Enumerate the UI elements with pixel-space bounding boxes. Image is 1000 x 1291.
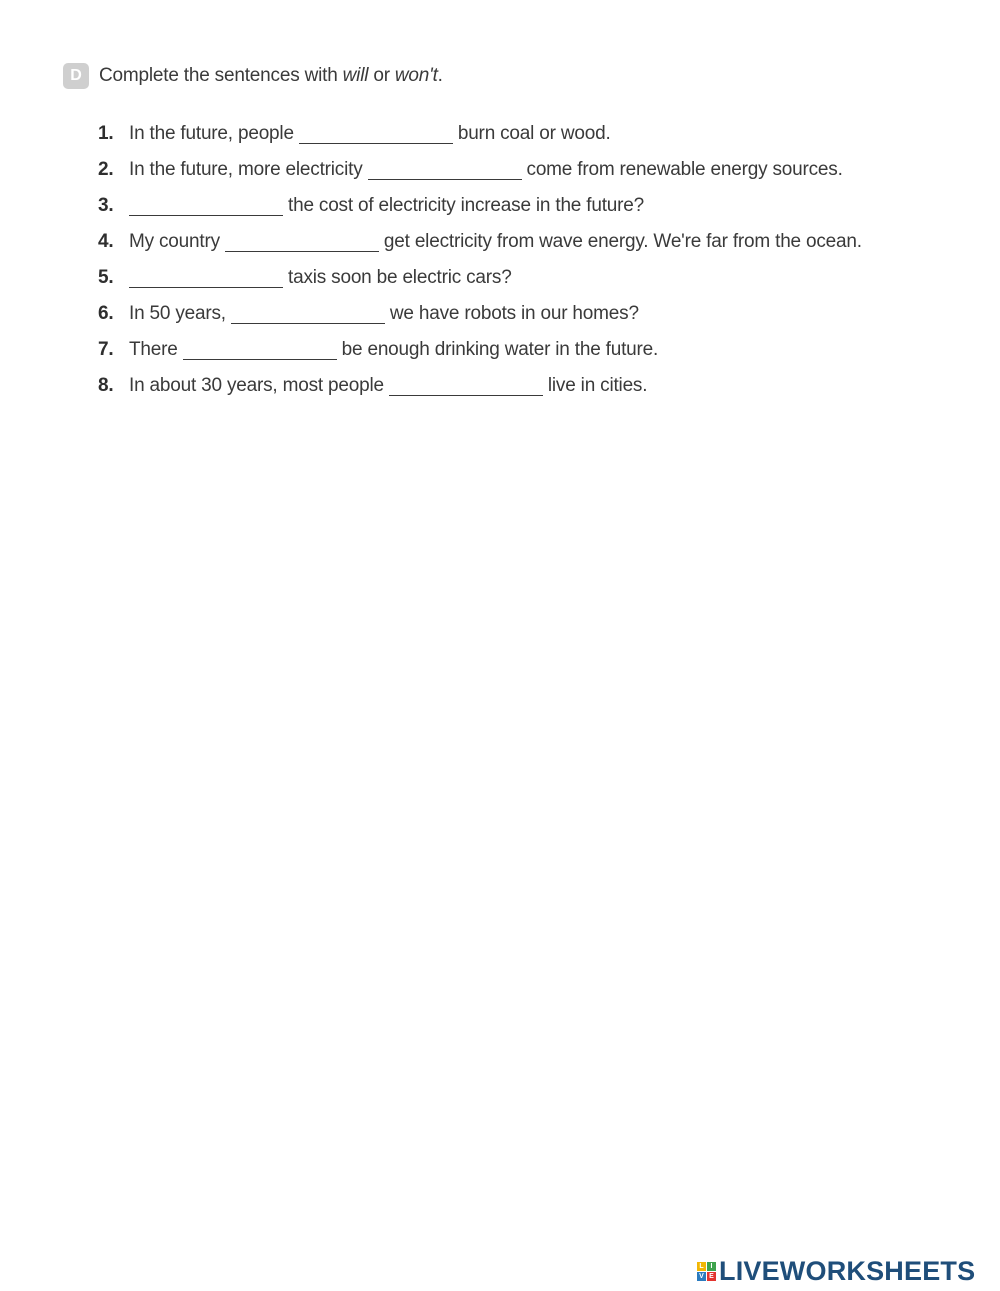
item-text-before: In the future, more electricity <box>129 159 363 180</box>
instruction-wont: won't <box>394 65 438 86</box>
item-number: 8. <box>98 375 114 396</box>
item-number: 3. <box>98 195 114 216</box>
sentence-item <box>98 296 862 332</box>
item-text-before: There <box>129 339 178 360</box>
item-number: 2. <box>98 159 114 180</box>
item-number: 4. <box>98 231 114 252</box>
answer-blank[interactable] <box>129 269 283 288</box>
item-text-before: In about 30 years, most people <box>129 375 384 396</box>
answer-blank[interactable] <box>183 341 337 360</box>
answer-blank[interactable] <box>225 233 379 252</box>
sentence-list <box>98 116 862 404</box>
item-text-after: come from renewable energy sources. <box>526 159 843 180</box>
item-text-after: burn coal or wood. <box>457 123 611 144</box>
item-text-before: My country <box>129 231 220 252</box>
instruction-mid: or <box>368 65 395 86</box>
sentence-item <box>98 224 862 260</box>
logo-text: LIVEWORKSHEETS <box>719 1256 976 1286</box>
instruction-text <box>99 65 443 87</box>
logo-icon <box>697 1262 716 1281</box>
item-number: 6. <box>98 303 114 324</box>
instruction-will: will <box>342 65 369 86</box>
item-number: 7. <box>98 339 114 360</box>
logo-letter: V <box>697 1272 706 1281</box>
item-number: 1. <box>98 123 114 144</box>
sentence-item <box>98 152 862 188</box>
sentence-item <box>98 368 862 404</box>
logo-letter: I <box>707 1262 716 1271</box>
logo-letter: E <box>707 1272 716 1281</box>
item-text-after: taxis soon be electric cars? <box>288 267 512 288</box>
item-number: 5. <box>98 267 114 288</box>
instruction-post: . <box>437 65 443 86</box>
item-text-after: live in cities. <box>547 375 648 396</box>
item-text-after: we have robots in our homes? <box>389 303 639 324</box>
sentence-item <box>98 188 862 224</box>
logo-letter: L <box>697 1262 706 1271</box>
item-text-after: the cost of electricity increase in the future? <box>288 195 645 216</box>
answer-blank[interactable] <box>368 161 522 180</box>
exercise-header <box>63 63 443 89</box>
answer-blank[interactable] <box>389 377 543 396</box>
item-text-before: In the future, people <box>129 123 294 144</box>
answer-blank[interactable] <box>231 305 385 324</box>
instruction-pre: Complete the sentences with <box>99 65 343 86</box>
sentence-item <box>98 332 862 368</box>
item-text-before: In 50 years, <box>129 303 226 324</box>
sentence-item <box>98 260 862 296</box>
exercise-badge: D <box>63 63 89 89</box>
answer-blank[interactable] <box>129 197 283 216</box>
answer-blank[interactable] <box>299 125 453 144</box>
item-text-after: be enough drinking water in the future. <box>341 339 659 360</box>
item-text-after: get electricity from wave energy. We're far from the ocean. <box>383 231 862 252</box>
liveworksheets-logo[interactable] <box>697 1256 975 1287</box>
sentence-item <box>98 116 862 152</box>
